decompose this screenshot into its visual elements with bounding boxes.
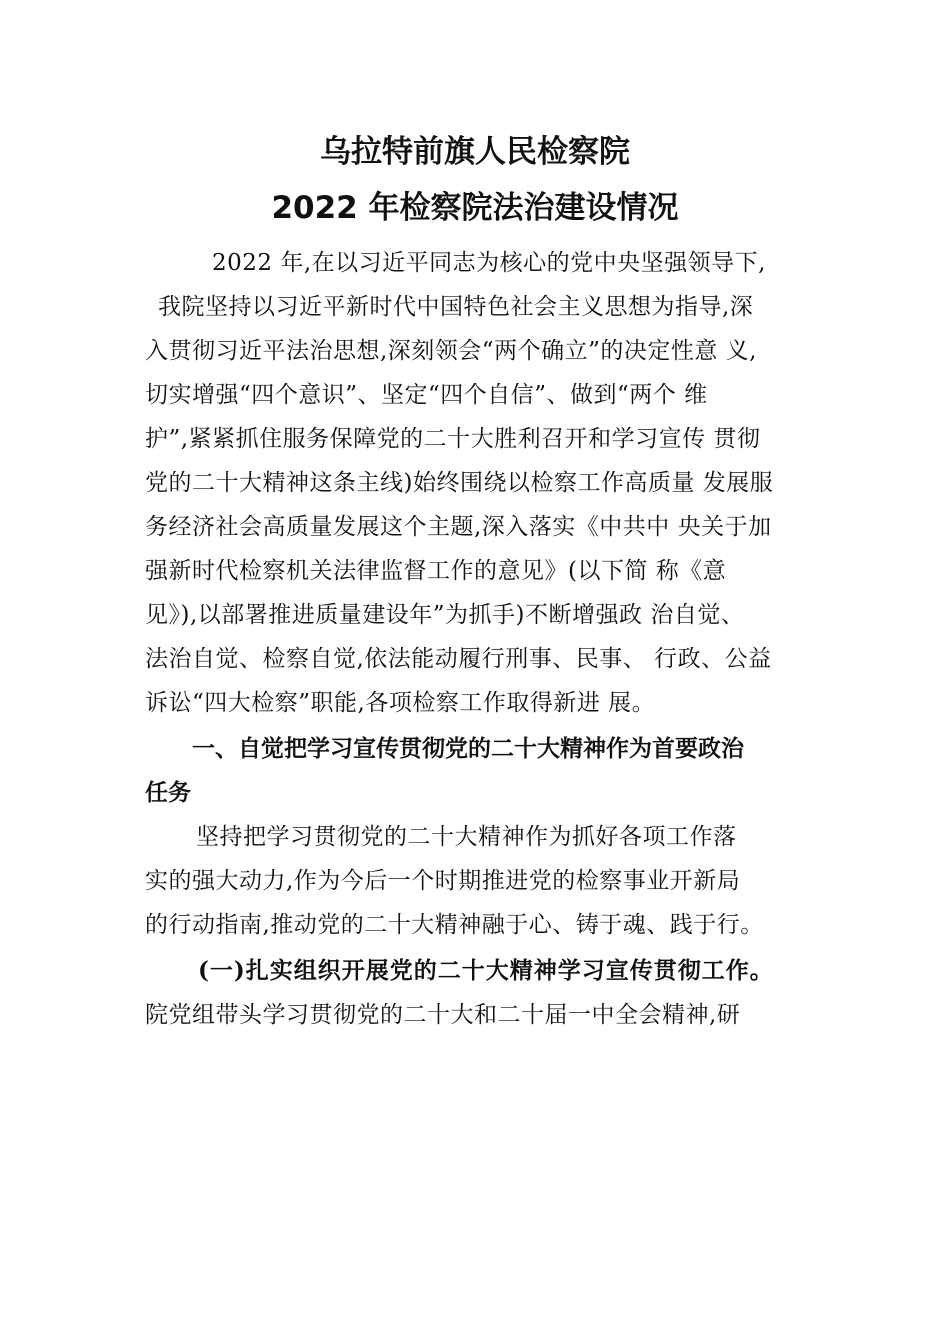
section-heading-line-2: 任务 xyxy=(145,780,191,806)
paragraph-line: 我院坚持以习近平新时代中国特色社会主义思想为指导,深 xyxy=(158,294,754,320)
paragraph-line: 见》),以部署推进质量建设年”为抓手)不断增强政 治自觉、 xyxy=(145,602,745,628)
paragraph-line: 强新时代检察机关法律监督工作的意见》(以下简 称《意 xyxy=(145,558,727,584)
paragraph-line: 2022 年,在以习近平同志为核心的党中央坚强领导下, xyxy=(212,250,766,276)
subsection-heading: (一)扎实组织开展党的二十大精神学习宣传贯彻工作。 xyxy=(198,957,774,984)
paragraph-line: 入贯彻习近平法治思想,深刻领会“两个确立”的决定性意 义, xyxy=(145,338,757,364)
document-title-line-1: 乌拉特前旗人民检察院 xyxy=(320,134,630,170)
paragraph-line: 诉讼“四大检察”职能,各项检察工作取得新进 展。 xyxy=(145,690,656,716)
paragraph-line: 护”,紧紧抓住服务保障党的二十大胜利召开和学习宣传 贯彻 xyxy=(145,426,761,452)
paragraph-line: 的行动指南,推动党的二十大精神融于心、铸于魂、践于行。 xyxy=(145,912,764,938)
document-title-line-2: 2022 年检察院法治建设情况 xyxy=(271,190,679,226)
paragraph-line: 法治自觉、检察自觉,依法能动履行刑事、民事、 行政、公益 xyxy=(145,646,772,672)
paragraph-line: 务经济社会高质量发展这个主题,深入落实《中共中 央关于加 xyxy=(145,514,772,540)
paragraph-line: 党的二十大精神这条主线)始终围绕以检察工作高质量 发展服 xyxy=(145,470,774,496)
paragraph-line: 院党组带头学习贯彻党的二十大和二十届一中全会精神,研 xyxy=(145,1002,741,1028)
paragraph-line: 实的强大动力,作为今后一个时期推进党的检察事业开新局 xyxy=(145,868,741,894)
paragraph-line: 切实增强“四个意识”、坚定“四个自信”、做到“两个 维 xyxy=(145,382,708,408)
paragraph-line: 坚持把学习贯彻党的二十大精神作为抓好各项工作落 xyxy=(196,824,737,850)
section-heading-line-1: 一、自觉把学习宣传贯彻党的二十大精神作为首要政治 xyxy=(192,736,744,762)
